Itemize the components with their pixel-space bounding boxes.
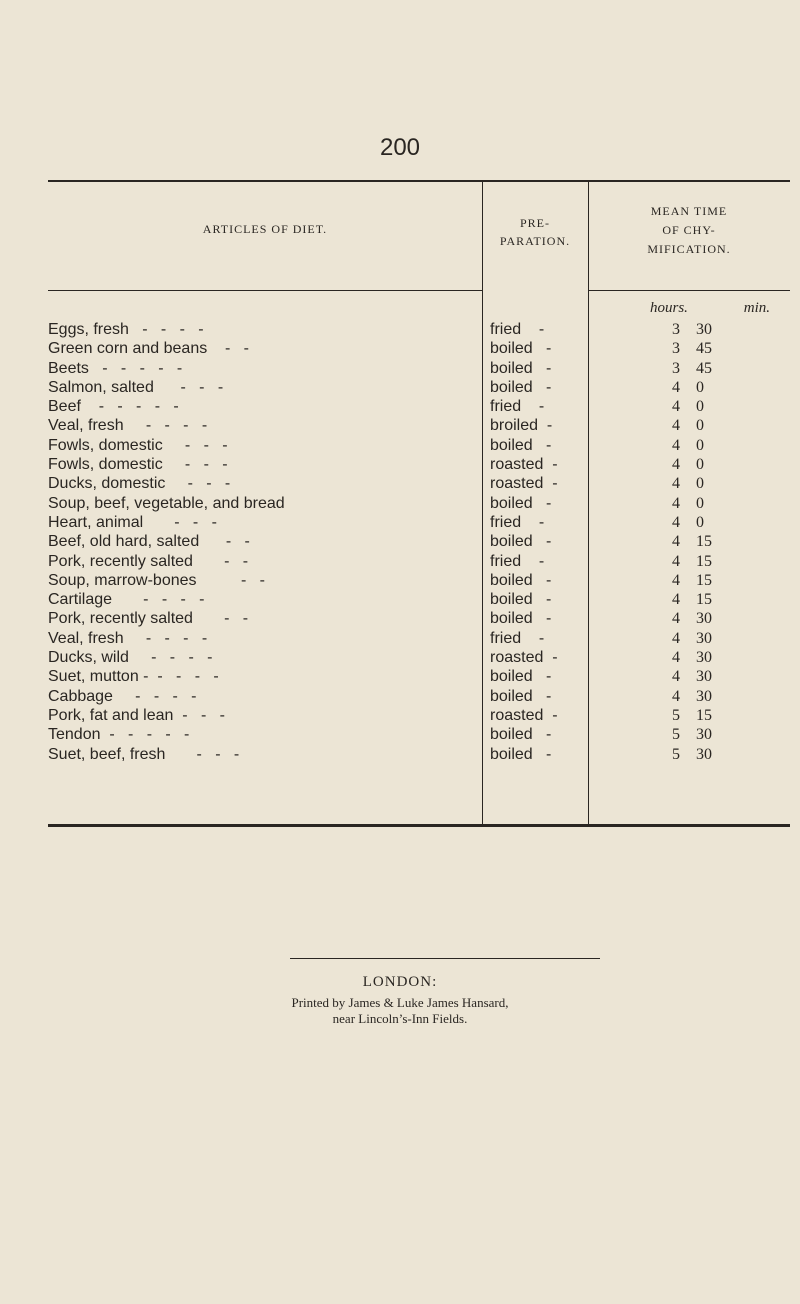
header-mean-line1: MEAN TIME — [650, 204, 728, 218]
minutes-cell: 0 — [696, 378, 704, 396]
article-cell: Pork, recently salted - - — [48, 610, 249, 628]
article-cell: Eggs, fresh - - - - — [48, 321, 204, 338]
preparation-cell: roasted - — [490, 649, 558, 667]
article-cell: Cartilage - - - - — [48, 591, 205, 609]
preparation-cell: broiled - — [490, 417, 553, 435]
header-rule-right — [588, 290, 790, 291]
minutes-cell: 0 — [696, 398, 704, 416]
preparation-cell: boiled - — [490, 436, 552, 454]
unit-min: min. — [743, 300, 770, 316]
preparation-cell: roasted - — [490, 456, 558, 474]
article-cell: Beef - - - - - — [48, 398, 179, 416]
minutes-cell: 30 — [696, 321, 712, 338]
minutes-cell: 0 — [696, 494, 704, 512]
table-row — [48, 513, 790, 532]
table-row — [48, 378, 790, 397]
hours-cell: 4 — [672, 571, 680, 589]
hours-cell: 4 — [672, 513, 680, 531]
minutes-cell: 30 — [696, 745, 712, 763]
hours-cell: 4 — [672, 398, 680, 416]
footer-rule — [290, 958, 600, 959]
table-row — [48, 359, 790, 378]
preparation-cell: boiled - — [490, 610, 552, 628]
table-row — [48, 455, 790, 474]
time-units — [588, 300, 790, 317]
imprint-line1: Printed by James & Luke James Hansard, — [291, 995, 509, 1010]
hours-cell: 4 — [672, 668, 680, 686]
minutes-cell: 45 — [696, 340, 712, 358]
preparation-cell: fried - — [490, 552, 545, 570]
hours-cell: 4 — [672, 378, 680, 396]
hours-cell: 5 — [672, 706, 680, 724]
header-mean-time — [588, 202, 790, 259]
hours-cell: 5 — [672, 745, 680, 763]
minutes-cell: 0 — [696, 417, 704, 435]
table-row — [48, 571, 790, 590]
article-cell: Veal, fresh - - - - — [48, 417, 208, 435]
preparation-cell: fried - — [490, 513, 545, 531]
table-row — [48, 687, 790, 706]
minutes-cell: 30 — [696, 629, 712, 647]
minutes-cell: 0 — [696, 456, 704, 474]
hours-cell: 4 — [672, 533, 680, 551]
header-preparation-line2: PARATION. — [499, 234, 571, 248]
minutes-cell: 15 — [696, 591, 712, 609]
article-cell: Green corn and beans - - — [48, 340, 249, 358]
article-cell: Soup, marrow-bones - - — [48, 571, 265, 589]
preparation-cell: roasted - — [490, 706, 558, 724]
preparation-cell: boiled - — [490, 745, 552, 763]
hours-cell: 4 — [672, 475, 680, 493]
table-body — [48, 320, 790, 764]
table-row — [48, 339, 790, 358]
article-cell: Veal, fresh - - - - — [48, 629, 208, 647]
hours-cell: 3 — [672, 321, 680, 338]
preparation-cell: boiled - — [490, 687, 552, 705]
table-row — [48, 667, 790, 686]
minutes-cell: 30 — [696, 687, 712, 705]
table-bottom-rule — [48, 824, 790, 827]
preparation-cell: boiled - — [490, 571, 552, 589]
table-row — [48, 590, 790, 609]
preparation-cell: boiled - — [490, 340, 552, 358]
digestion-table — [48, 180, 790, 826]
hours-cell: 3 — [672, 340, 680, 358]
header-mean-line3: MIFICATION. — [647, 242, 731, 256]
minutes-cell: 30 — [696, 649, 712, 667]
article-cell: Beef, old hard, salted - - — [48, 533, 250, 551]
article-cell: Ducks, wild - - - - — [48, 649, 213, 667]
minutes-cell: 30 — [696, 610, 712, 628]
table-top-rule — [48, 180, 790, 182]
table-row — [48, 320, 790, 339]
table-row — [48, 706, 790, 725]
table-row — [48, 436, 790, 455]
preparation-cell: fried - — [490, 398, 545, 416]
header-rule-left — [48, 290, 482, 291]
preparation-cell: boiled - — [490, 726, 552, 744]
hours-cell: 4 — [672, 552, 680, 570]
preparation-cell: fried - — [490, 629, 545, 647]
imprint-printer — [0, 995, 800, 1027]
minutes-cell: 15 — [696, 706, 712, 724]
preparation-cell: roasted - — [490, 475, 558, 493]
article-cell: Tendon - - - - - — [48, 726, 190, 744]
table-row — [48, 552, 790, 571]
article-cell: Heart, animal - - - — [48, 513, 217, 531]
article-cell: Ducks, domestic - - - — [48, 475, 231, 493]
preparation-cell: boiled - — [490, 378, 552, 396]
article-cell: Beets - - - - - — [48, 359, 183, 377]
minutes-cell: 0 — [696, 436, 704, 454]
header-articles: ARTICLES OF DIET. — [202, 222, 328, 236]
article-cell: Salmon, salted - - - — [48, 378, 224, 396]
article-cell: Pork, fat and lean - - - — [48, 706, 225, 724]
table-row — [48, 474, 790, 493]
table-row — [48, 494, 790, 513]
table-row — [48, 397, 790, 416]
minutes-cell: 15 — [696, 552, 712, 570]
imprint-line2: near Lincoln’s-Inn Fields. — [332, 1011, 468, 1026]
minutes-cell: 0 — [696, 513, 704, 531]
minutes-cell: 0 — [696, 475, 704, 493]
hours-cell: 5 — [672, 726, 680, 744]
article-cell: Soup, beef, vegetable, and bread — [48, 494, 285, 512]
table-row — [48, 629, 790, 648]
table-row — [48, 609, 790, 628]
minutes-cell: 15 — [696, 533, 712, 551]
article-cell: Fowls, domestic - - - — [48, 456, 228, 474]
hours-cell: 4 — [672, 591, 680, 609]
table-row — [48, 416, 790, 435]
page-number: 200 — [379, 134, 421, 161]
hours-cell: 4 — [672, 687, 680, 705]
imprint-city: LONDON: — [362, 974, 438, 990]
unit-hours: hours. — [650, 300, 688, 316]
minutes-cell: 30 — [696, 668, 712, 686]
hours-cell: 3 — [672, 359, 680, 377]
table-row — [48, 648, 790, 667]
table-row — [48, 745, 790, 764]
table-row — [48, 725, 790, 744]
hours-cell: 4 — [672, 494, 680, 512]
header-preparation — [482, 214, 588, 250]
hours-cell: 4 — [672, 417, 680, 435]
article-cell: Fowls, domestic - - - — [48, 436, 228, 454]
minutes-cell: 45 — [696, 359, 712, 377]
article-cell: Suet, mutton - - - - - — [48, 668, 219, 686]
preparation-cell: boiled - — [490, 359, 552, 377]
table-row — [48, 532, 790, 551]
preparation-cell: boiled - — [490, 591, 552, 609]
preparation-cell: boiled - — [490, 494, 552, 512]
article-cell: Pork, recently salted - - — [48, 552, 249, 570]
hours-cell: 4 — [672, 456, 680, 474]
preparation-cell: fried - — [490, 321, 545, 338]
hours-cell: 4 — [672, 649, 680, 667]
header-mean-line2: OF CHY- — [662, 223, 716, 237]
article-cell: Suet, beef, fresh - - - — [48, 745, 240, 763]
hours-cell: 4 — [672, 610, 680, 628]
hours-cell: 4 — [672, 629, 680, 647]
header-preparation-line1: PRE- — [519, 216, 550, 230]
minutes-cell: 15 — [696, 571, 712, 589]
minutes-cell: 30 — [696, 726, 712, 744]
article-cell: Cabbage - - - - — [48, 687, 197, 705]
preparation-cell: boiled - — [490, 668, 552, 686]
hours-cell: 4 — [672, 436, 680, 454]
preparation-cell: boiled - — [490, 533, 552, 551]
